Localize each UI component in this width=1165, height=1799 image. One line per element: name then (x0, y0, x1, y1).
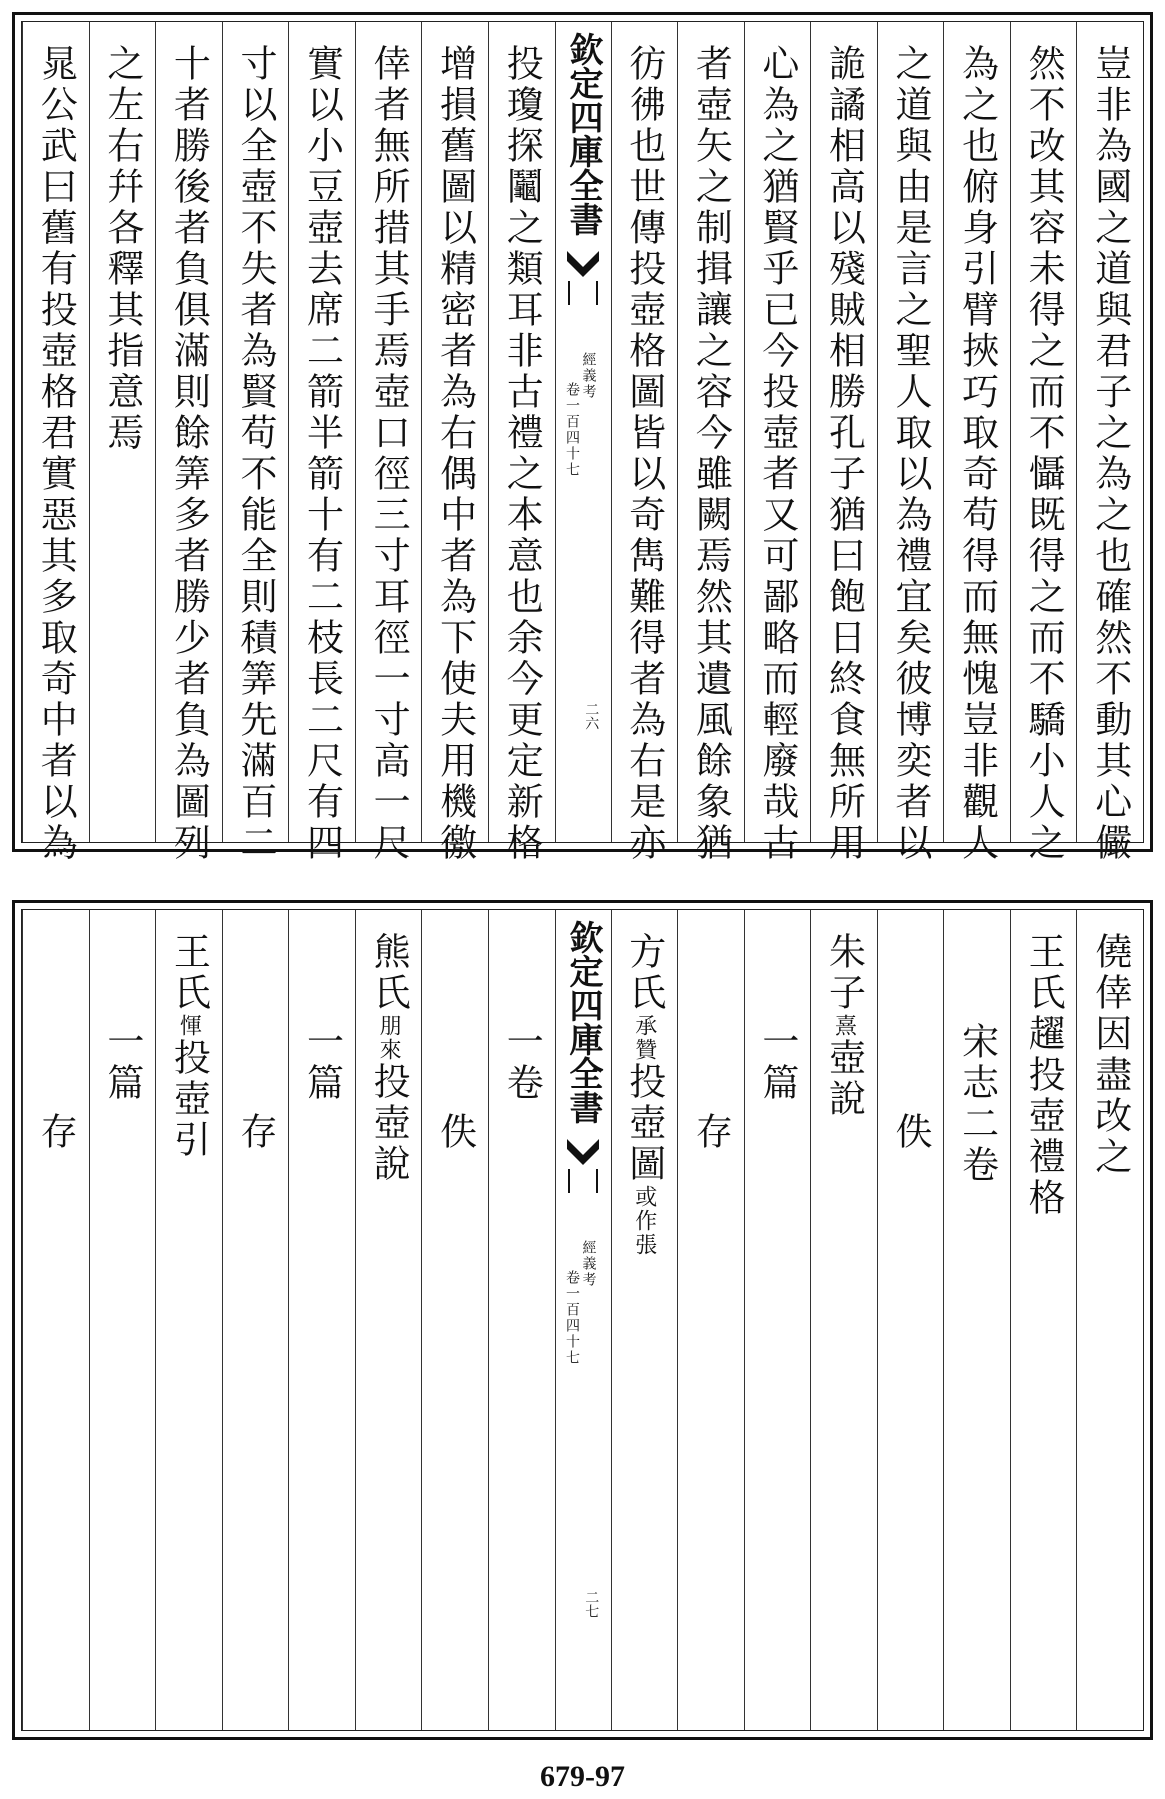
entry-note: 朋來 (376, 1014, 402, 1062)
entry-text: 存 (34, 1112, 78, 1153)
text-column (1076, 910, 1143, 1730)
column-text: 然不改其容未得之而不懾既得之而不驕小人之 (1022, 44, 1066, 864)
column-text: 心為之猶賢乎已今投壺者又可鄙略而輕廢哉古 (755, 44, 799, 864)
entry-text: 佚 (433, 1112, 477, 1153)
text-column (155, 22, 222, 864)
column-text: 晁公武曰舊有投壺格君實惡其多取奇中者以為 (34, 44, 78, 864)
header-section: 經義考 (580, 352, 597, 400)
entry-title: 投壺引 (167, 1038, 211, 1161)
text-column (89, 910, 156, 1730)
entry-title: 投壺圖 (622, 1062, 666, 1185)
entry-title: 投壺說 (367, 1062, 411, 1185)
text-column (1010, 22, 1077, 864)
column-entry (689, 1112, 733, 1153)
top-page-panel (12, 12, 1153, 864)
entry-note: 熹 (831, 1014, 857, 1038)
column-entry (822, 932, 866, 1120)
center-header-column (555, 910, 611, 1730)
text-column (810, 22, 877, 864)
column-entry (622, 932, 666, 1257)
text-column (677, 910, 744, 1730)
column-text: 十者勝後者負俱滿則餘筭多者勝少者負為圖列 (167, 44, 211, 864)
text-column (810, 910, 877, 1730)
column-entry (889, 1112, 933, 1153)
column-text: 豈非為國之道與君子之為之也確然不動其心儼 (1088, 44, 1132, 864)
entry-text: 一篇 (100, 1022, 144, 1104)
entry-text: 王氏 (167, 932, 211, 1014)
entry-text: 朱子 (822, 932, 866, 1014)
page-number: 679-97 (540, 1760, 625, 1793)
column-entry (955, 1022, 999, 1186)
header-title: 欽定四庫全書 (563, 920, 603, 1124)
entry-text: 熊氏 (367, 932, 411, 1014)
text-column (488, 910, 555, 1730)
column-entry (1088, 932, 1132, 1178)
text-column (421, 910, 488, 1730)
entry-text: 王氏趯投壺禮格 (1022, 932, 1066, 1219)
column-text: 倖者無所措其手焉壺口徑三寸耳徑一寸高一尺 (367, 44, 411, 864)
column-entry (1022, 932, 1066, 1219)
text-column (288, 910, 355, 1730)
entry-title: 壺說 (822, 1038, 866, 1120)
column-text: 增損舊圖以精密者為右偶中者為下使夫用機徼 (433, 44, 477, 864)
text-column (222, 22, 289, 864)
text-column (355, 22, 422, 864)
entry-text: 存 (689, 1112, 733, 1153)
entry-note: 或作張 (631, 1185, 657, 1257)
center-header-column (555, 22, 611, 842)
column-text: 寸以全壺不失者為賢苟不能全則積筭先滿百二 (233, 44, 277, 864)
fishtail-mark-icon (563, 247, 603, 307)
entry-text: 一篇 (300, 1022, 344, 1104)
column-text: 者壺矢之制揖讓之容今雖闕焉然其遺風餘象猶 (689, 44, 733, 864)
bottom-page-frame (21, 909, 1144, 1731)
header-section: 經義考 (580, 1240, 597, 1288)
entry-text: 存 (233, 1112, 277, 1153)
column-text: 之左右幷各釋其指意焉 (100, 44, 144, 454)
text-column (1010, 910, 1077, 1730)
entry-text: 僥倖因盡改之 (1088, 932, 1132, 1178)
header-volume: 卷一百四十七 (564, 382, 580, 478)
entry-text: 宋志二卷 (955, 1022, 999, 1186)
column-text: 實以小豆壺去席二箭半箭十有二枝長二尺有四 (300, 44, 344, 864)
column-entry (167, 932, 211, 1161)
text-column (877, 910, 944, 1730)
text-column (744, 22, 811, 864)
column-entry (233, 1112, 277, 1153)
text-column (288, 22, 355, 864)
text-column (611, 22, 678, 864)
text-column (611, 910, 678, 1730)
text-column (744, 910, 811, 1730)
entry-text: 一篇 (755, 1022, 799, 1104)
text-column (677, 22, 744, 864)
text-column (488, 22, 555, 864)
column-entry (755, 1022, 799, 1104)
text-column (222, 910, 289, 1730)
entry-note: 惲 (176, 1014, 202, 1038)
entry-text: 佚 (889, 1112, 933, 1153)
column-text: 之道與由是言之聖人取以為禮宜矣彼博奕者以 (889, 44, 933, 864)
column-entry (300, 1022, 344, 1104)
column-entry (433, 1112, 477, 1153)
text-column (1076, 22, 1143, 864)
column-text: 投瓊探鬮之類耳非古禮之本意也余今更定新格 (500, 44, 544, 864)
text-column (22, 910, 89, 1730)
header-volume: 卷一百四十七 (564, 1270, 580, 1366)
fishtail-mark-icon (563, 1135, 603, 1195)
column-entry (367, 932, 411, 1185)
top-page-frame (21, 21, 1144, 864)
column-text: 詭譎相高以殘賊相勝孔子猶曰飽日終食無所用 (822, 44, 866, 864)
column-text: 為之也俯身引臂挾巧取奇苟得而無愧豈非觀人 (955, 44, 999, 864)
entry-text: 方氏 (622, 932, 666, 1014)
column-text: 彷彿也世傳投壺格圖皆以奇雋難得者為右是亦 (622, 44, 666, 864)
text-column (421, 22, 488, 864)
text-column (22, 22, 89, 864)
text-column (155, 910, 222, 1730)
header-folio: 二六 (583, 702, 600, 730)
text-column (355, 910, 422, 1730)
header-title: 欽定四庫全書 (563, 32, 603, 236)
entry-note: 承贊 (631, 1014, 657, 1062)
column-entry (500, 1022, 544, 1104)
column-entry (100, 1022, 144, 1104)
text-column (877, 22, 944, 864)
entry-text: 一卷 (500, 1022, 544, 1104)
column-entry (34, 1112, 78, 1153)
bottom-page-panel (12, 900, 1153, 1740)
text-column (943, 910, 1010, 1730)
text-column (943, 22, 1010, 864)
header-folio: 二七 (583, 1590, 600, 1618)
text-column (89, 22, 156, 842)
